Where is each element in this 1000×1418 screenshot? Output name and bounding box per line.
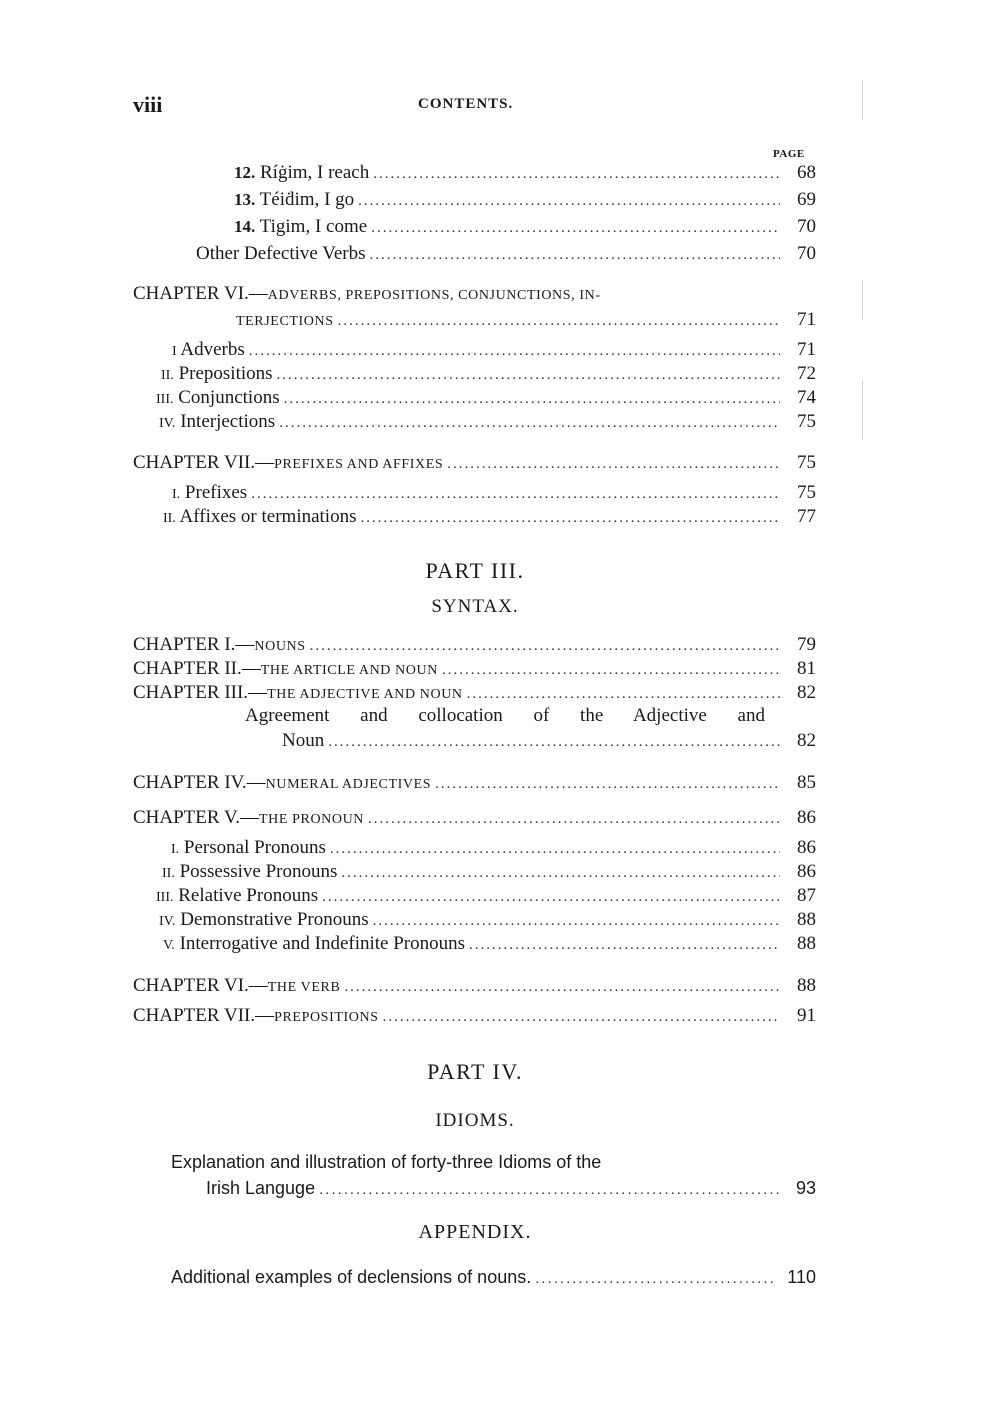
- entry-title: Other Defective Verbs: [196, 243, 366, 264]
- dot-leader: [467, 686, 780, 703]
- entry-number: II.: [162, 866, 175, 881]
- dot-leader: [310, 638, 780, 655]
- dot-leader: [442, 662, 780, 679]
- toc-p3-agreement-line1[interactable]: Agreement and collocation of the Adjective and: [245, 705, 765, 726]
- page-number: 71: [797, 309, 816, 330]
- page-number: 77: [797, 506, 816, 527]
- page-number: 82: [797, 682, 816, 703]
- toc-entry-adverbs[interactable]: [172, 339, 816, 363]
- chapter-title: PREPOSITIONS: [274, 1010, 379, 1025]
- dot-leader: [469, 937, 780, 954]
- dot-leader: [322, 889, 780, 906]
- dot-leader: [368, 811, 780, 828]
- page-number: 85: [797, 772, 816, 793]
- dot-leader: [249, 343, 780, 360]
- entry-title: Conjunctions: [178, 387, 280, 408]
- toc-idioms-line1[interactable]: Explanation and illustration of forty-three Idioms of the: [171, 1152, 602, 1172]
- chapter-title: THE VERB: [267, 980, 341, 995]
- dot-leader: [370, 247, 780, 264]
- toc-chapter-vi-line1[interactable]: [133, 283, 601, 305]
- entry-title: Affixes or terminations: [179, 506, 357, 527]
- toc-entry-interrogative-pronouns[interactable]: [163, 933, 816, 957]
- page-number: 72: [797, 363, 816, 384]
- dot-leader: [360, 510, 780, 527]
- dot-leader: [277, 367, 780, 384]
- dot-leader: [319, 1181, 780, 1198]
- entry-title: I reach: [312, 162, 370, 183]
- entry-title: Adverbs: [180, 339, 245, 360]
- syntax-heading: SYNTAX.: [431, 596, 519, 617]
- page-number: 75: [797, 452, 816, 473]
- toc-entry-personal-pronouns[interactable]: [171, 837, 816, 861]
- toc-p3-chapter-ii[interactable]: [133, 658, 816, 682]
- entry-title: Irish Languge: [206, 1178, 316, 1198]
- toc-entry-verb-13[interactable]: [234, 189, 816, 213]
- scan-edge-mark: [862, 80, 863, 120]
- irish-verb: Tigim,: [259, 216, 311, 237]
- page-number: 88: [797, 909, 816, 930]
- chapter-label: CHAPTER VII.—: [133, 1005, 275, 1026]
- entry-title: Possessive Pronouns: [179, 861, 338, 882]
- dot-leader: [373, 166, 780, 183]
- entry-title: I come: [310, 216, 368, 237]
- page-number: 91: [797, 1005, 816, 1026]
- dot-leader: [328, 734, 780, 751]
- toc-entry-relative-pronouns[interactable]: [156, 885, 816, 909]
- page-number: 68: [797, 162, 816, 183]
- chapter-label: CHAPTER III.—: [133, 682, 268, 703]
- entry-number: 13.: [234, 190, 256, 209]
- chapter-title: NUMERAL ADJECTIVES: [265, 777, 432, 792]
- toc-entry-prepositions[interactable]: [161, 363, 816, 387]
- page-number: 81: [797, 658, 816, 679]
- toc-entry-verb-12[interactable]: [234, 162, 816, 186]
- dot-leader: [383, 1009, 780, 1026]
- entry-title: Interjections: [180, 411, 276, 432]
- entry-number: I.: [172, 487, 181, 502]
- toc-entry-affixes[interactable]: [163, 506, 816, 530]
- chapter-label: CHAPTER VII.—: [133, 452, 275, 473]
- toc-p3-chapter-i[interactable]: [133, 634, 816, 658]
- dot-leader: [338, 313, 780, 330]
- toc-entry-prefixes[interactable]: [172, 482, 816, 506]
- toc-p3-chapter-vi[interactable]: [133, 975, 816, 999]
- toc-p3-agreement-line2[interactable]: [282, 730, 816, 754]
- toc-p3-chapter-iv[interactable]: [133, 772, 816, 796]
- toc-entry-other-defective-verbs[interactable]: [196, 243, 816, 267]
- irish-verb: Ríġim,: [260, 162, 313, 183]
- entry-number: I.: [171, 842, 180, 857]
- entry-number: IV.: [159, 416, 176, 431]
- entry-number: II.: [161, 368, 174, 383]
- chapter-title-cont: TERJECTIONS: [236, 314, 334, 329]
- entry-title: Prepositions: [178, 363, 273, 384]
- page-number: 86: [797, 807, 816, 828]
- toc-entry-demonstrative-pronouns[interactable]: [159, 909, 816, 933]
- chapter-label: CHAPTER VI.—: [133, 283, 268, 304]
- dot-leader: [535, 1270, 774, 1287]
- toc-chapter-vi-line2[interactable]: [236, 309, 816, 333]
- chapter-label: CHAPTER II.—: [133, 658, 261, 679]
- page-number: 82: [797, 730, 816, 751]
- chapter-title: THE ADJECTIVE AND NOUN: [267, 687, 463, 702]
- toc-chapter-vii-prefixes[interactable]: [133, 452, 816, 476]
- dot-leader: [373, 913, 780, 930]
- entry-title: Personal Pronouns: [183, 837, 326, 858]
- chapter-label: CHAPTER VI.—: [133, 975, 268, 996]
- scan-edge-mark: [862, 280, 863, 320]
- dot-leader: [341, 865, 780, 882]
- page-number: 86: [797, 837, 816, 858]
- dot-leader: [344, 979, 780, 996]
- chapter-title: THE PRONOUN: [259, 812, 364, 827]
- entry-number: II.: [163, 511, 176, 526]
- page-column-label: PAGE: [773, 148, 805, 160]
- page-folio: viii: [133, 92, 163, 117]
- toc-p3-chapter-vii[interactable]: [133, 1005, 816, 1029]
- page-number: 69: [797, 189, 816, 210]
- page-number: 79: [797, 634, 816, 655]
- entry-number: 12.: [234, 163, 256, 182]
- entry-title: Noun: [282, 730, 325, 751]
- entry-title: Prefixes: [184, 482, 248, 503]
- page-number: 86: [797, 861, 816, 882]
- scan-edge-mark: [862, 380, 863, 440]
- toc-entry-verb-14[interactable]: [234, 216, 816, 240]
- toc-p3-chapter-iii[interactable]: [133, 682, 816, 706]
- toc-idioms-line2[interactable]: [206, 1178, 816, 1202]
- dot-leader: [371, 220, 780, 237]
- entry-title: Demonstrative Pronouns: [180, 909, 369, 930]
- dot-leader: [251, 486, 780, 503]
- idioms-heading: IDIOMS.: [435, 1110, 515, 1131]
- entry-number: III.: [156, 392, 174, 407]
- dot-leader: [284, 391, 780, 408]
- chapter-title: NOUNS: [254, 639, 306, 654]
- page-number: 74: [797, 387, 816, 408]
- chapter-title: PREFIXES AND AFFIXES: [274, 457, 444, 472]
- entry-number: I: [172, 344, 177, 359]
- dot-leader: [330, 841, 780, 858]
- page-number: 110: [787, 1267, 816, 1287]
- page-number: 70: [797, 243, 816, 264]
- entry-number: 14.: [234, 217, 256, 236]
- chapter-label: CHAPTER V.—: [133, 807, 259, 828]
- page-number: 88: [797, 933, 816, 954]
- part-iv-heading: PART IV.: [427, 1059, 523, 1084]
- chapter-title: THE ARTICLE AND NOUN: [260, 663, 438, 678]
- toc-entry-interjections[interactable]: [159, 411, 816, 435]
- page-number: 71: [797, 339, 816, 360]
- toc-entry-possessive-pronouns[interactable]: [162, 861, 816, 885]
- toc-entry-conjunctions[interactable]: [156, 387, 816, 411]
- dot-leader: [358, 193, 780, 210]
- chapter-label: CHAPTER I.—: [133, 634, 255, 655]
- entry-title: Interrogative and Indefinite Pronouns: [179, 933, 466, 954]
- entry-title: I go: [319, 189, 355, 210]
- entry-number: III.: [156, 890, 174, 905]
- entry-title: Relative Pronouns: [178, 885, 319, 906]
- page-number: 70: [797, 216, 816, 237]
- toc-p3-chapter-v[interactable]: [133, 807, 816, 831]
- dot-leader: [279, 415, 780, 432]
- running-title: CONTENTS.: [418, 96, 514, 112]
- appendix-heading: APPENDIX.: [418, 1221, 532, 1243]
- entry-number: IV.: [159, 914, 176, 929]
- entry-title: Additional examples of declensions of nouns.: [171, 1267, 532, 1287]
- dot-leader: [435, 776, 780, 793]
- page-number: 87: [797, 885, 816, 906]
- page-number: 93: [795, 1178, 816, 1198]
- page-number: 88: [797, 975, 816, 996]
- chapter-label: CHAPTER IV.—: [133, 772, 266, 793]
- dot-leader: [447, 456, 780, 473]
- entry-number: V.: [163, 938, 175, 953]
- irish-verb: Téiḋim,: [259, 189, 320, 210]
- toc-appendix-entry[interactable]: [171, 1267, 816, 1291]
- page-number: 75: [797, 411, 816, 432]
- chapter-title: ADVERBS, PREPOSITIONS, CONJUNCTIONS, IN-: [267, 288, 601, 303]
- part-iii-heading: PART III.: [425, 558, 525, 583]
- page-number: 75: [797, 482, 816, 503]
